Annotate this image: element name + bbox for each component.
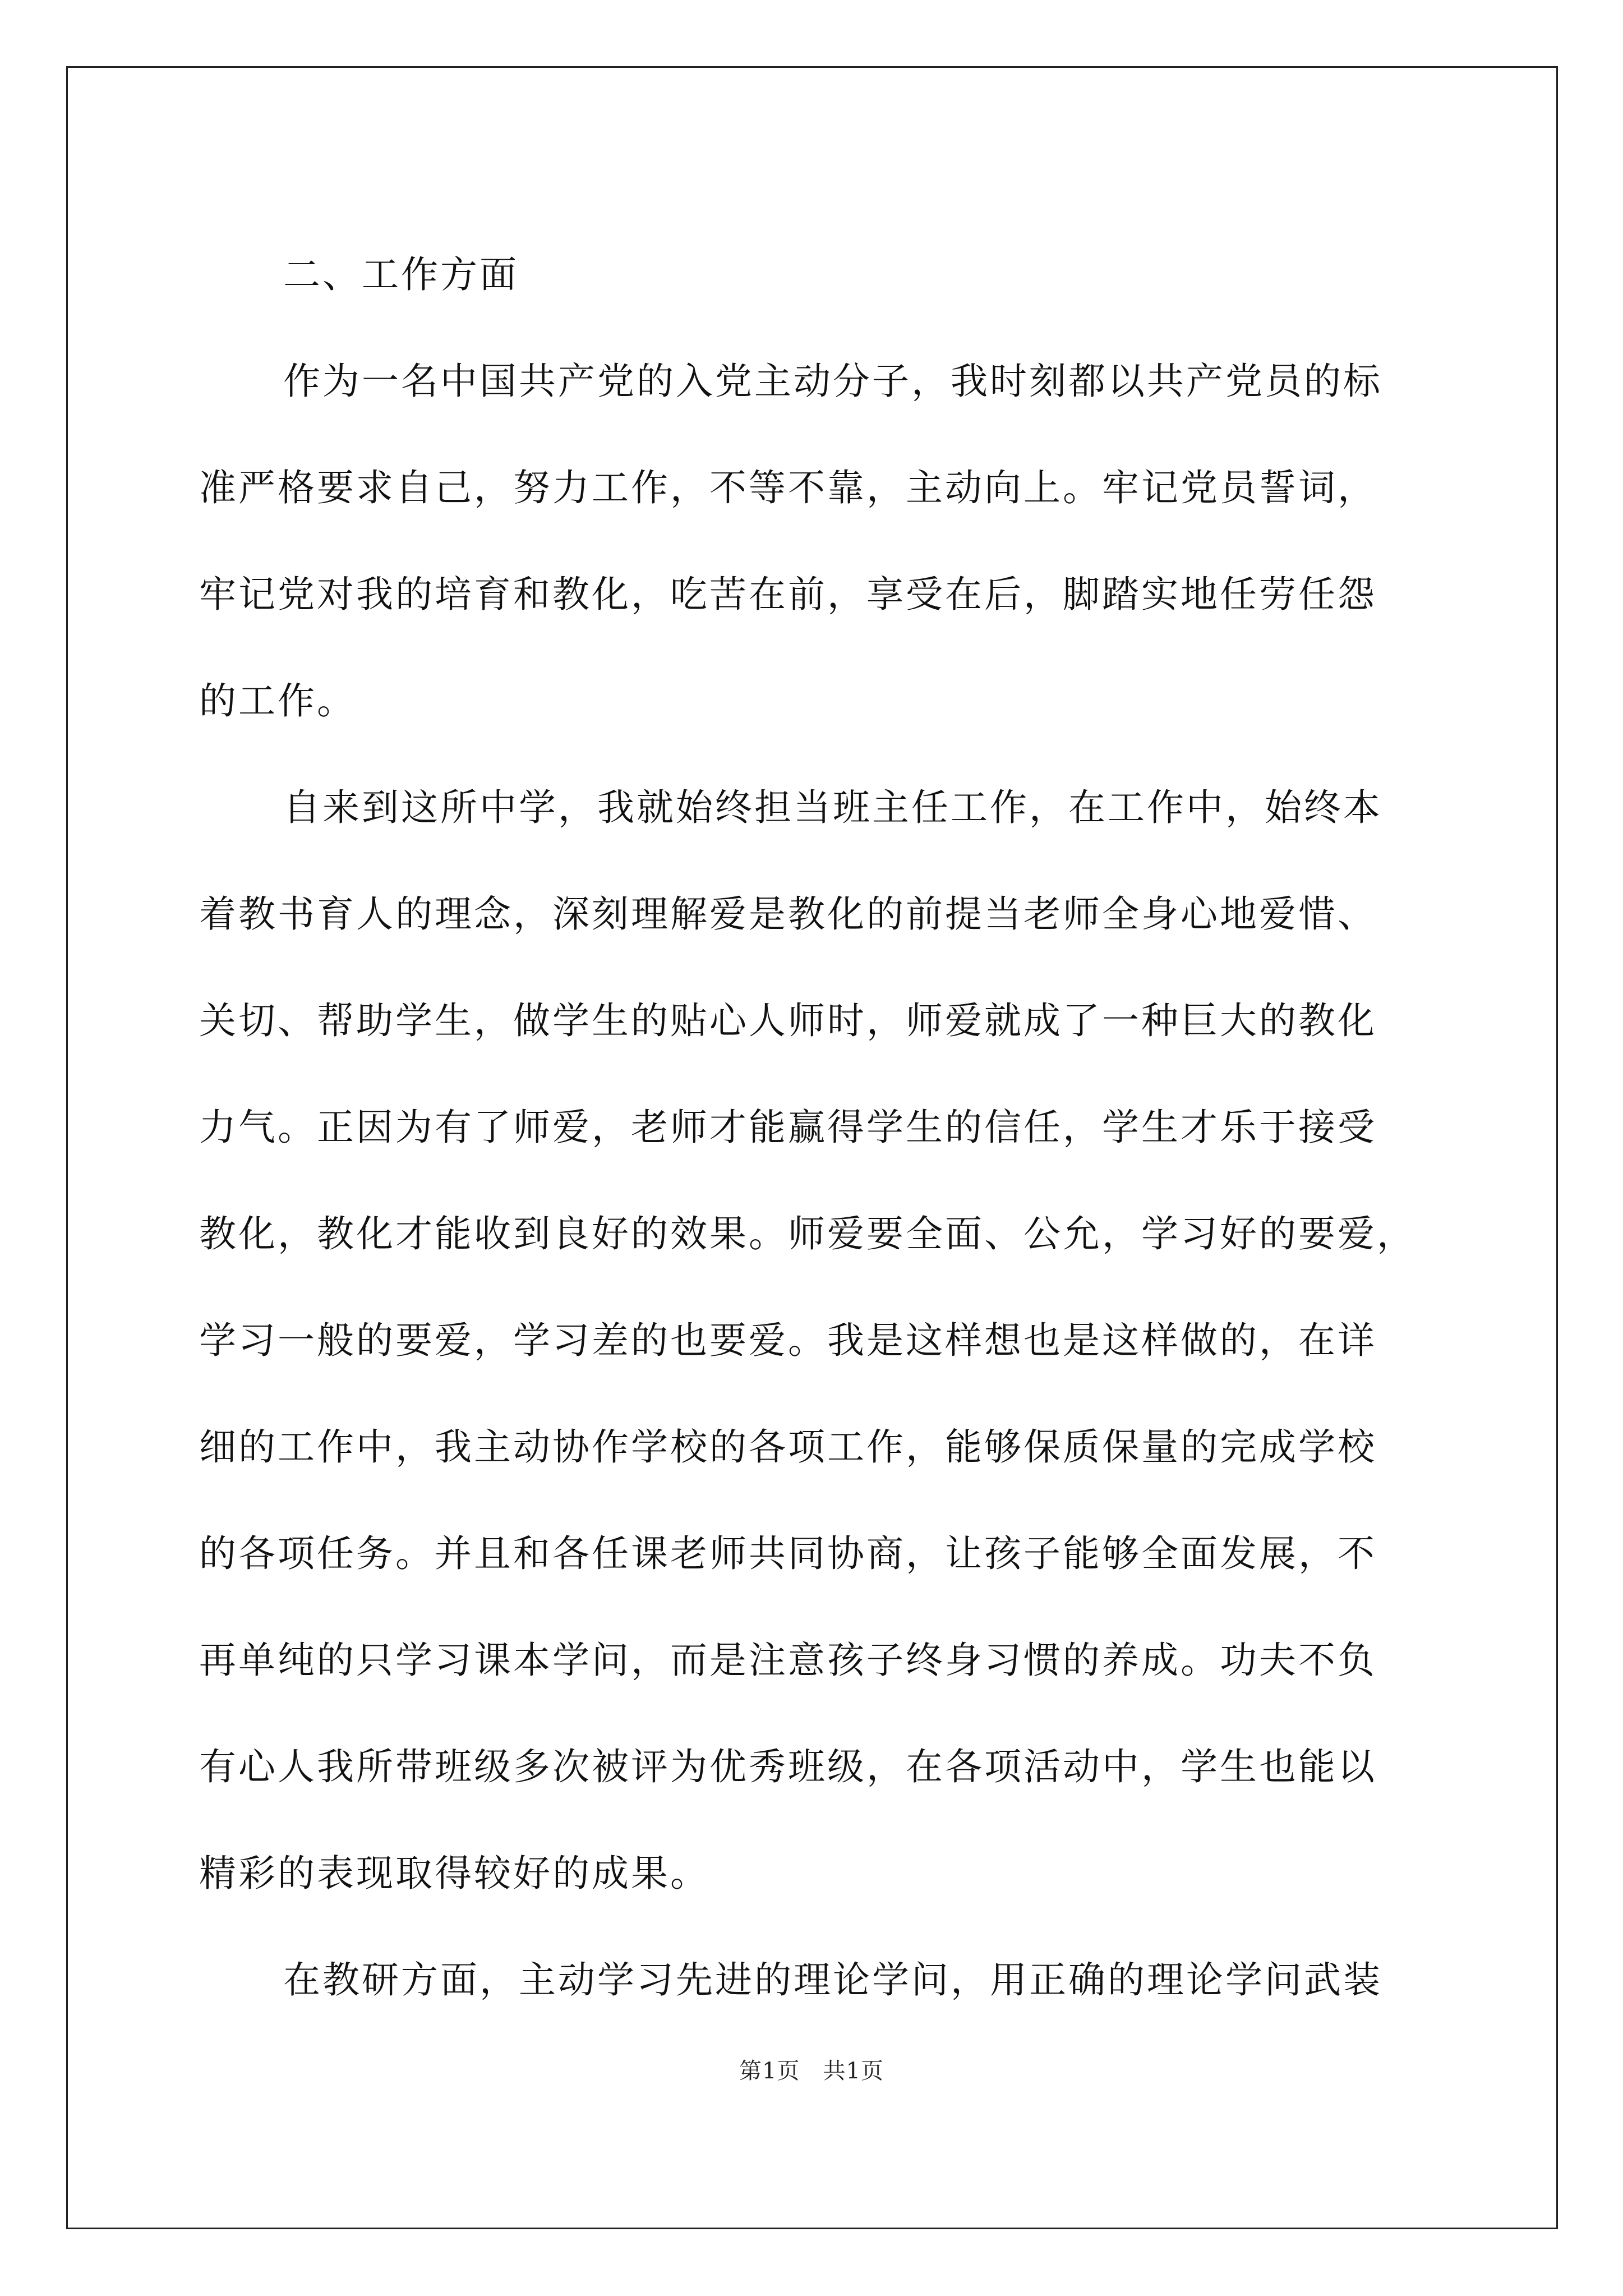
paragraph-2 — [199, 754, 1427, 1927]
paragraph-line: 的各项任务。并且和各任课老师共同协商，让孩子能够全面发展，不 — [199, 1532, 1377, 1575]
paragraph-line: 着教书育人的理念，深刻理解爱是教化的前提当老师全身心地爱惜、 — [199, 892, 1377, 936]
paragraph-line: 在教研方面，主动学习先进的理论学问，用正确的理论学问武装 — [283, 1958, 1382, 2001]
paragraph-line: 牢记党对我的培育和教化，吃苦在前，享受在后，脚踏实地任劳任怨 — [199, 573, 1377, 616]
paragraph-line: 细的工作中，我主动协作学校的各项工作，能够保质保量的完成学校 — [199, 1425, 1377, 1469]
paragraph-line: 再单纯的只学习课本学问，而是注意孩子终身习惯的养成。功夫不负 — [199, 1639, 1377, 1682]
paragraph-line: 力气。正因为有了师爱，老师才能赢得学生的信任，学生才乐于接受 — [199, 1106, 1377, 1149]
paragraph-line: 自来到这所中学，我就始终担当班主任工作，在工作中，始终本 — [283, 786, 1382, 829]
paragraph-line: 准严格要求自己，努力工作，不等不靠，主动向上。牢记党员誓词， — [199, 466, 1377, 509]
paragraph-1 — [199, 328, 1427, 754]
paragraph-line: 教化，教化才能收到良好的效果。师爱要全面、公允，学习好的要爱， — [199, 1212, 1416, 1255]
paragraph-line: 学习一般的要爱，学习差的也要爱。我是这样想也是这样做的，在详 — [199, 1319, 1377, 1362]
section-heading: 二、工作方面 — [283, 253, 519, 296]
paragraph-line: 的工作。 — [199, 679, 356, 723]
page-number-footer: 第1页 共1页 — [739, 2058, 884, 2084]
paragraph-line: 精彩的表现取得较好的成果。 — [199, 1852, 709, 1895]
paragraph-line: 作为一名中国共产党的入党主动分子，我时刻都以共产党员的标 — [283, 360, 1382, 403]
document-body — [199, 222, 1427, 2033]
paragraph-line: 关切、帮助学生，做学生的贴心人师时，师爱就成了一种巨大的教化 — [199, 999, 1377, 1042]
paragraph-line: 有心人我所带班级多次被评为优秀班级，在各项活动中，学生也能以 — [199, 1745, 1377, 1788]
paragraph-3 — [199, 1927, 1427, 2033]
